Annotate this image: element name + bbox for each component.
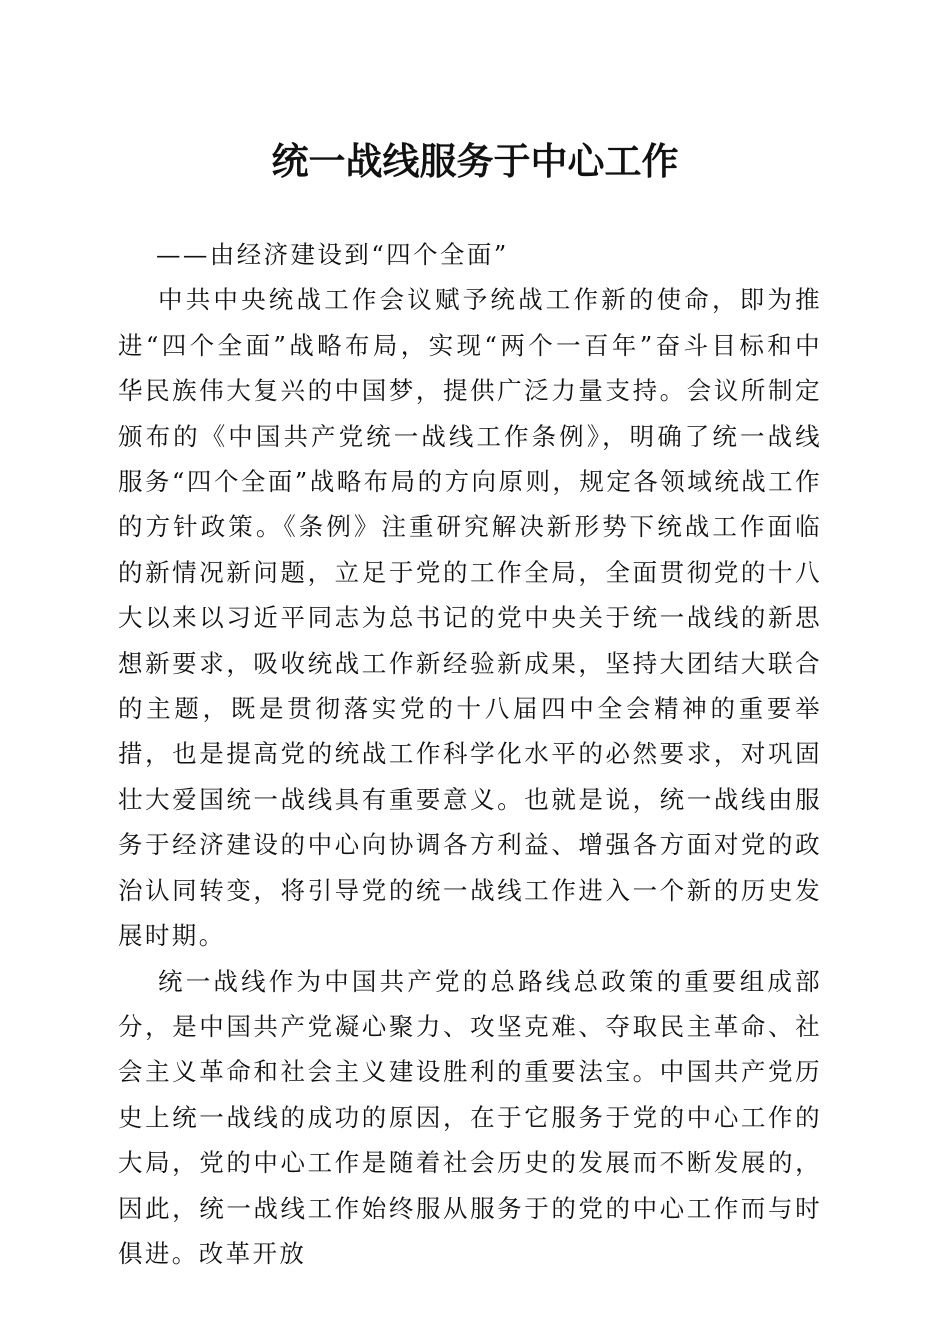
paragraph-1: 中共中央统战工作会议赋予统战工作新的使命，即为推进“四个全面”战略布局，实现“两个一百年”奋斗目标和中华民族伟大复兴的中国梦，提供广泛力量支持。会议所制定颁布的《中国共产党统一战线工作条例》，明确了统一战线服务“四个全面”战略布局的方向原则，规定各领域统战工作的方针政策。《条例》注重研究解决新形势下统战工作面临的新情况新问题，立足于党的工作全局，全面贯彻党的十八大以来以习近平同志为总书记的党中央关于统一战线的新思想新要求，吸收统战工作新经验新成果，坚持大团结大联合的主题，既是贯彻落实党的十八届四中全会精神的重要举措，也是提高党的统战工作科学化水平的必然要求，对巩固壮大爱国统一战线具有重要意义。也就是说，统一战线由服务于经济建设的中心向协调各方利益、增强各方面对党的政治认同转变，将引导党的统一战线工作进入一个新的历史发展时期。 [118, 285, 822, 951]
page-title: 统一战线服务于中心工作 [271, 139, 679, 183]
document-body [118, 232, 822, 1276]
subtitle: ——由经济建设到“四个全面” [156, 240, 509, 269]
paragraph-2: 统一战线作为中国共产党的总路线总政策的重要组成部分，是中国共产党凝心聚力、攻坚克难、夺取民主革命、社会主义革命和社会主义建设胜利的重要法宝。中国共产党历史上统一战线的成功的原因，在于它服务于党的中心工作的大局，党的中心工作是随着社会历史的发展而不断发展的，因此，统一战线工作始终服从服务于的党的中心工作而与时俱进。改革开放 [118, 966, 822, 1268]
